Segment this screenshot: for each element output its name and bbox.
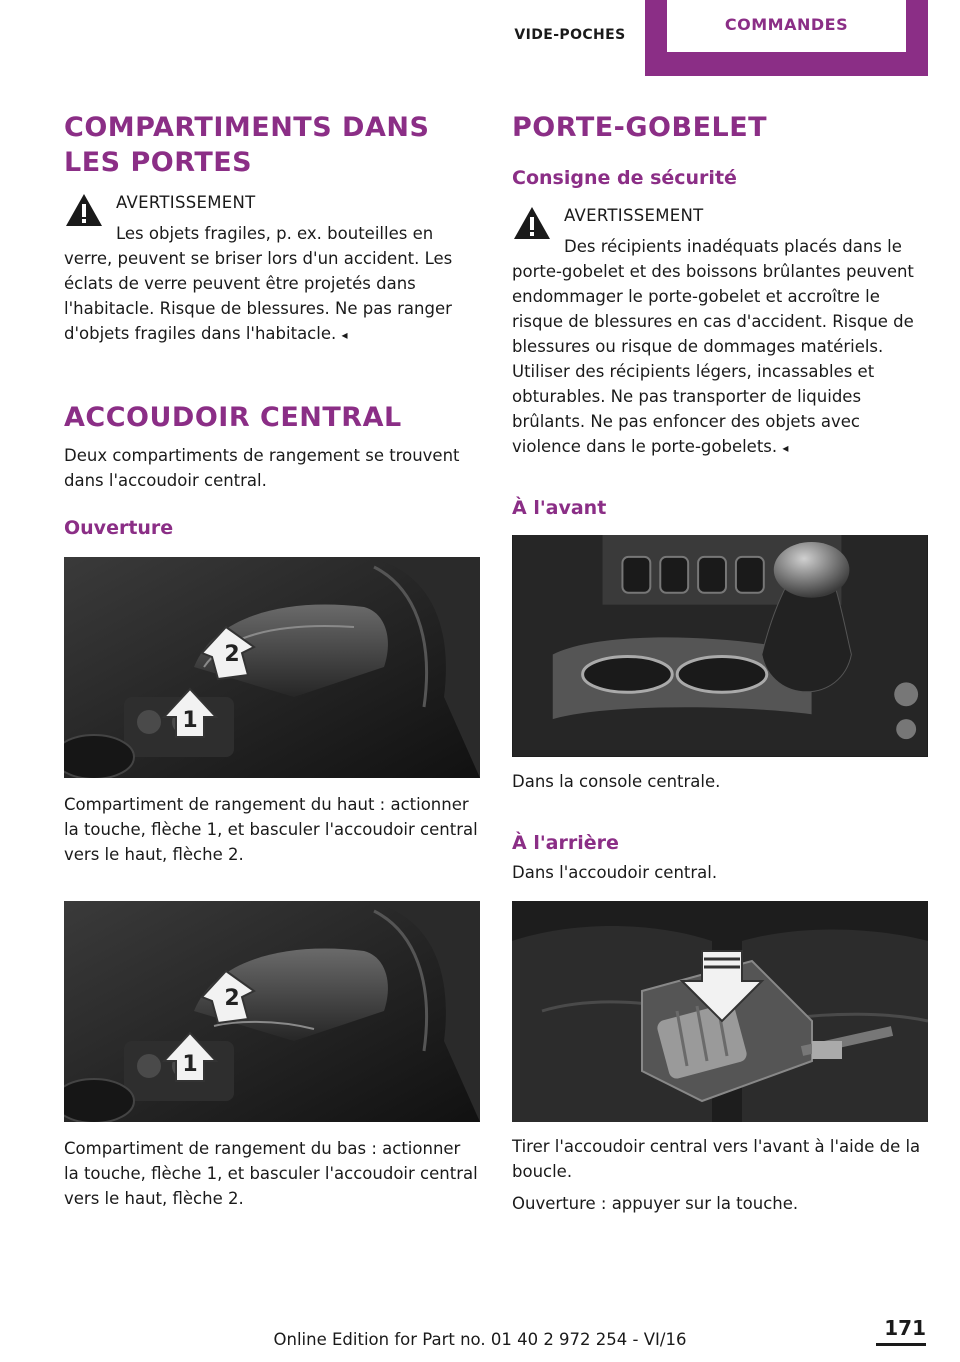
caption-rear-pull: Tirer l'accoudoir central vers l'avant à l'aide de la boucle. [512, 1137, 921, 1181]
caption-front: Dans la console centrale. [512, 772, 721, 791]
rear-intro-text: Dans l'accoudoir central. [512, 863, 718, 882]
rear-armrest-illustration [512, 901, 928, 1122]
subtitle-opening: Ouverture [64, 517, 174, 539]
warning-text: Les objets fragiles, p. ex. bouteilles en verre, peuvent se briser lors d'un accident. Les éclats de verre peuvent être projetés dans l'habitacle. Risque de blessures. Ne pas ranger d'objets fragiles dans l'habitacle. [64, 224, 453, 343]
subtitle-front: À l'avant [512, 497, 607, 519]
armrest-lower-photo [64, 901, 480, 1122]
warning-triangle-icon [64, 192, 104, 228]
caption-upper-compartment: Compartiment de rangement du haut : actionner la touche, flèche 1, et basculer l'accoudoir central vers le haut, flèche 2. [64, 795, 478, 864]
rear-armrest-photo [512, 901, 928, 1122]
caption-lower-compartment: Compartiment de rangement du bas : actionner la touche, flèche 1, et basculer l'accoudoir central vers le haut, flèche 2. [64, 1139, 478, 1208]
warning-text-cupholder: Des récipients inadéquats placés dans le porte-gobelet et des boissons brûlantes peuvent endommager le porte-gobelet et accroître le risque de blessures en cas d'accident. Risque de blessures ou risque de dommages matériels. Utiliser des récipients légers, incassables et obturables. Ne pas transporter de liquides brûlants. Ne pas enfoncer des objets avec violence dans le porte-gobelets. [512, 237, 914, 456]
right-column [512, 110, 928, 1216]
left-column [64, 110, 480, 1211]
warning-title-cupholder: AVERTISSEMENT [564, 206, 704, 225]
warning-title: AVERTISSEMENT [116, 193, 256, 212]
armrest-upper-illustration [64, 557, 480, 778]
section-title-armrest: ACCOUDOIR CENTRAL [64, 402, 402, 433]
warning-triangle-icon [512, 205, 552, 241]
footer-edition: Online Edition for Part no. 01 40 2 972 254 - VI/16 [273, 1330, 687, 1349]
arrow-label-1: 1 [182, 708, 198, 733]
front-console-illustration [512, 535, 928, 756]
front-cupholder-photo [512, 535, 928, 757]
end-marker-icon: ◂ [782, 441, 789, 455]
section-title-cup-holder: PORTE-GOBELET [512, 112, 768, 143]
end-marker-icon: ◂ [341, 328, 348, 342]
header-tab-vide-poches [496, 0, 644, 76]
header-tab-commandes-inner [667, 0, 906, 52]
warning-block-cupholder [512, 203, 928, 461]
header-tab-commandes [645, 0, 928, 76]
armrest-lower-illustration [64, 901, 480, 1122]
arrow-label-1-lower: 1 [182, 1052, 198, 1077]
page-number: 171 [884, 1316, 926, 1340]
warning-block-doors [64, 190, 480, 348]
subtitle-rear: À l'arrière [512, 832, 619, 854]
header-tab-vide-poches-label: VIDE-POCHES [514, 27, 626, 43]
caption-rear-open: Ouverture : appuyer sur la touche. [512, 1194, 799, 1213]
armrest-upper-photo [64, 557, 480, 778]
arrow-label-2: 2 [224, 642, 240, 667]
header-tab-commandes-label: COMMANDES [724, 14, 849, 34]
subtitle-safety-note: Consigne de sécurité [512, 167, 737, 189]
section-title-door-compartments: COMPARTIMENTS DANS LES PORTES [64, 112, 430, 178]
arrow-label-2-lower: 2 [224, 986, 240, 1011]
armrest-intro-text: Deux compartiments de rangement se trouvent dans l'accoudoir central. [64, 446, 460, 490]
